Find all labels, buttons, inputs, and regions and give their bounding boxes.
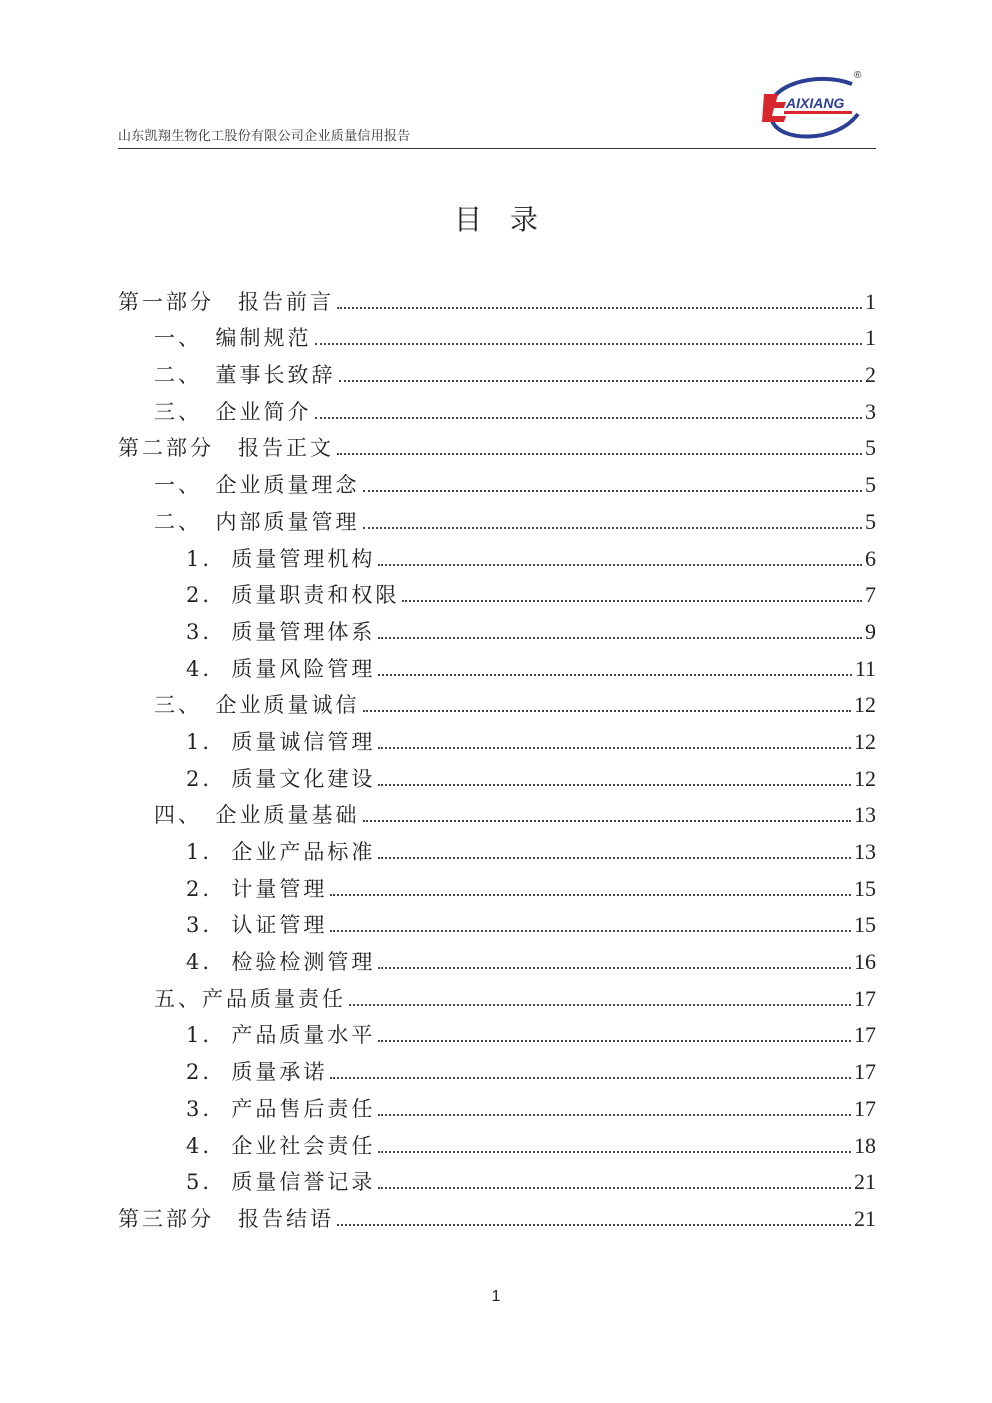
toc-dot-leader xyxy=(330,930,851,932)
toc-entry-page: 5 xyxy=(865,435,876,461)
logo-k-mark xyxy=(762,94,786,122)
toc-entry-label: 3. 认证管理 xyxy=(186,913,328,938)
toc-dot-leader xyxy=(337,453,862,455)
toc-dot-leader xyxy=(378,857,851,859)
toc-entry-label: 第一部分 报告前言 xyxy=(118,289,334,314)
toc-entry[interactable] xyxy=(118,423,876,460)
toc-entry-label: 2. 质量承诺 xyxy=(186,1060,328,1085)
toc-entry-page: 6 xyxy=(865,545,876,571)
toc-entry-label: 5. 质量信誉记录 xyxy=(186,1170,376,1195)
toc-entry-label: 三、 企业简介 xyxy=(154,399,312,424)
header-company-title: 山东凯翔生物化工股份有限公司企业质量信用报告 xyxy=(118,129,411,144)
document-title: 目录 xyxy=(453,203,566,236)
toc-entry[interactable] xyxy=(118,606,876,643)
toc-dot-leader xyxy=(349,1004,851,1006)
toc-dot-leader xyxy=(363,527,863,529)
toc-entry-label: 1. 质量管理机构 xyxy=(186,546,376,571)
toc-dot-leader xyxy=(330,1077,851,1079)
table-of-contents xyxy=(118,276,876,1230)
toc-entry-page: 9 xyxy=(865,618,876,644)
toc-entry[interactable] xyxy=(118,716,876,753)
toc-dot-leader xyxy=(339,380,863,382)
toc-entry-page: 17 xyxy=(854,985,876,1011)
toc-entry-label: 二、 内部质量管理 xyxy=(154,509,360,534)
toc-dot-leader xyxy=(378,637,862,639)
toc-entry[interactable] xyxy=(118,680,876,717)
toc-entry-page: 5 xyxy=(865,472,876,498)
toc-entry-page: 12 xyxy=(854,765,876,791)
toc-dot-leader xyxy=(330,894,851,896)
toc-entry-page: 1 xyxy=(865,288,876,314)
toc-dot-leader xyxy=(378,674,851,676)
toc-entry[interactable] xyxy=(118,863,876,900)
toc-entry-page: 21 xyxy=(854,1205,876,1231)
toc-entry-page: 7 xyxy=(865,582,876,608)
toc-entry[interactable] xyxy=(118,533,876,570)
toc-dot-leader xyxy=(363,710,852,712)
toc-entry-page: 18 xyxy=(854,1132,876,1158)
toc-dot-leader xyxy=(402,600,862,602)
toc-entry[interactable] xyxy=(118,349,876,386)
toc-entry[interactable] xyxy=(118,936,876,973)
kaixiang-logo-icon xyxy=(756,68,866,144)
toc-entry[interactable] xyxy=(118,313,876,350)
toc-entry[interactable] xyxy=(118,570,876,607)
toc-entry[interactable] xyxy=(118,1193,876,1230)
toc-entry-label: 2. 计量管理 xyxy=(186,876,328,901)
toc-entry-page: 2 xyxy=(865,362,876,388)
toc-entry-label: 1. 产品质量水平 xyxy=(186,1023,376,1048)
toc-entry-label: 一、 编制规范 xyxy=(154,326,312,351)
toc-entry-label: 第三部分 报告结语 xyxy=(118,1206,334,1231)
toc-dot-leader xyxy=(363,820,852,822)
toc-entry-page: 15 xyxy=(854,875,876,901)
toc-dot-leader xyxy=(315,343,863,345)
toc-entry[interactable] xyxy=(118,790,876,827)
toc-entry-label: 三、 企业质量诚信 xyxy=(154,693,360,718)
toc-entry-label: 第二部分 报告正文 xyxy=(118,436,334,461)
toc-entry[interactable] xyxy=(118,496,876,533)
page-number: 1 xyxy=(491,1288,501,1305)
toc-entry-page: 15 xyxy=(854,912,876,938)
toc-entry[interactable] xyxy=(118,753,876,790)
toc-dot-leader xyxy=(378,1040,851,1042)
toc-entry-label: 4. 质量风险管理 xyxy=(186,656,376,681)
toc-entry-page: 17 xyxy=(854,1022,876,1048)
toc-entry[interactable] xyxy=(118,1083,876,1120)
page-header xyxy=(118,62,876,149)
toc-entry[interactable] xyxy=(118,643,876,680)
toc-entry-page: 16 xyxy=(854,949,876,975)
toc-entry-page: 17 xyxy=(854,1059,876,1085)
toc-entry-page: 13 xyxy=(854,802,876,828)
toc-entry[interactable] xyxy=(118,459,876,496)
toc-entry[interactable] xyxy=(118,1120,876,1157)
toc-entry[interactable] xyxy=(118,1046,876,1083)
toc-entry-page: 5 xyxy=(865,508,876,534)
toc-entry-label: 1. 质量诚信管理 xyxy=(186,729,376,754)
toc-entry[interactable] xyxy=(118,1010,876,1047)
toc-dot-leader xyxy=(363,490,863,492)
company-logo xyxy=(756,68,866,144)
toc-entry-label: 2. 质量文化建设 xyxy=(186,766,376,791)
toc-entry-page: 21 xyxy=(854,1169,876,1195)
toc-dot-leader xyxy=(337,1224,851,1226)
toc-entry-label: 3. 产品售后责任 xyxy=(186,1096,376,1121)
toc-dot-leader xyxy=(378,564,862,566)
toc-entry-page: 17 xyxy=(854,1095,876,1121)
toc-dot-leader xyxy=(378,1114,851,1116)
toc-entry-page: 12 xyxy=(854,728,876,754)
toc-entry-label: 2. 质量职责和权限 xyxy=(186,583,400,608)
toc-entry-label: 一、 企业质量理念 xyxy=(154,473,360,498)
toc-dot-leader xyxy=(378,1151,851,1153)
toc-entry-label: 五、产品质量责任 xyxy=(154,986,346,1011)
toc-dot-leader xyxy=(315,417,863,419)
logo-wordmark: AIXIANG xyxy=(786,95,845,111)
toc-dot-leader xyxy=(378,1187,851,1189)
toc-entry-page: 3 xyxy=(865,398,876,424)
toc-entry[interactable] xyxy=(118,900,876,937)
toc-dot-leader xyxy=(378,967,851,969)
toc-entry-label: 二、 董事长致辞 xyxy=(154,363,336,388)
logo-underline xyxy=(784,111,852,114)
toc-entry-label: 3. 质量管理体系 xyxy=(186,619,376,644)
toc-entry-page: 13 xyxy=(854,839,876,864)
toc-entry-label: 1. 企业产品标准 xyxy=(186,840,376,864)
toc-dot-leader xyxy=(378,784,851,786)
toc-entry-page: 1 xyxy=(865,325,876,351)
registered-mark: ® xyxy=(854,70,862,81)
toc-entry-page: 11 xyxy=(854,655,876,681)
toc-entry[interactable] xyxy=(118,826,876,863)
toc-entry-label: 四、 企业质量基础 xyxy=(154,803,360,828)
toc-entry[interactable] xyxy=(118,1157,876,1194)
toc-entry-label: 4. 检验检测管理 xyxy=(186,950,376,975)
toc-dot-leader xyxy=(337,307,862,309)
toc-entry[interactable] xyxy=(118,973,876,1010)
toc-entry[interactable] xyxy=(118,386,876,423)
toc-entry-page: 12 xyxy=(854,692,876,718)
toc-dot-leader xyxy=(378,747,851,749)
toc-entry[interactable] xyxy=(118,276,876,313)
toc-entry-label: 4. 企业社会责任 xyxy=(186,1133,376,1158)
